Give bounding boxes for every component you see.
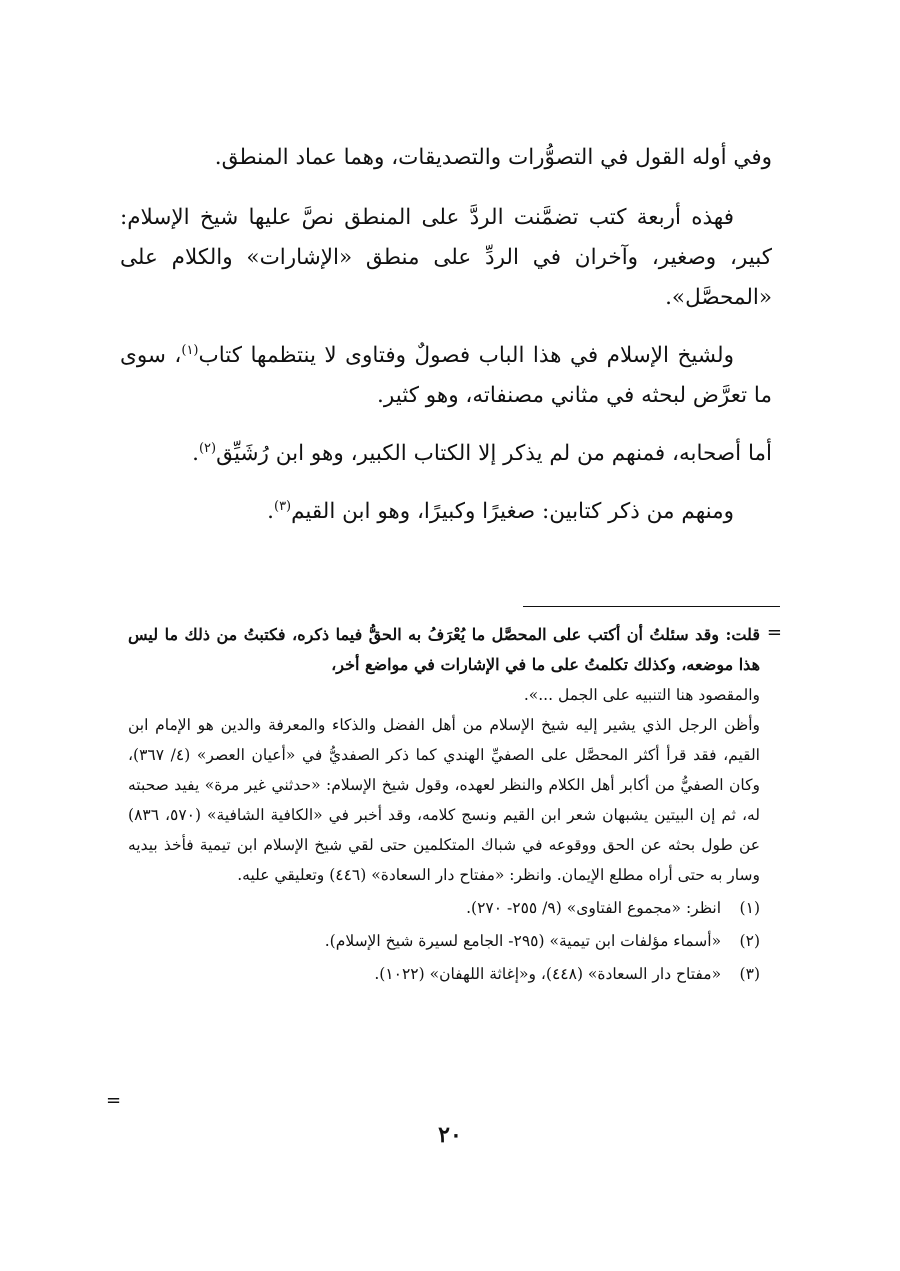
footnote-number-1: (١) (739, 899, 760, 917)
footnote-quote: قلت: وقد سئلتُ أن أكتب على المحصَّل ما يُعْرَفُ به الحقُّ فيما ذكره، فكتبتُ من ذلك ما ليس هذا موضعه، وكذلك تكلمتُ على ما في الإشارات في مواضع أخر، (128, 625, 760, 674)
paragraph-companions (120, 434, 772, 474)
paragraph-companions-text-b: . (192, 441, 199, 466)
paragraph-fatawa-text-a: ولشيخ الإسلام في هذا الباب فصولٌ وفتاوى لا ينتظمها كتاب (198, 343, 734, 368)
footnote-number-2: (٢) (739, 932, 760, 950)
footnote-text-3: «مفتاح دار السعادة» (٤٤٨)، و«إغاثة اللهفان» (١٠٢٢). (374, 965, 722, 983)
footnote-text-1: انظر: «مجموع الفتاوى» (٩/ ٢٥٥- ٢٧٠). (466, 899, 722, 917)
footnote-ref-3[interactable]: (٣) (273, 498, 292, 514)
footnote-item-2 (128, 925, 760, 958)
footnote-text-2: «أسماء مؤلفات ابن تيمية» (٢٩٥- الجامع لسيرة شيخ الإسلام). (324, 932, 722, 950)
main-text-body (120, 138, 772, 550)
footnote-item-3 (128, 958, 760, 991)
paragraph-continuation: وفي أوله القول في التصوُّرات والتصديقات، وهما عماد المنطق. (214, 145, 772, 170)
footnote-item-1 (128, 892, 760, 925)
paragraph-fatawa-text-b: ، سوى ما تعرَّض لبحثه في مثاني مصنفاته، وهو كثير. (120, 343, 772, 408)
footnote-number-3: (٣) (739, 965, 760, 983)
paragraph-ibn-qayyim-text-b: . (267, 499, 274, 524)
footnote-paragraph: وأظن الرجل الذي يشير إليه شيخ الإسلام من أهل الفضل والذكاء والمعرفة والدين هو الإمام ابن القيم، فقد قرأ أكثر المحصَّل على الصفيِّ الهندي كما ذكر الصفديُّ في «أعيان العصر» (٤/ ٣٦٧)، وكان الصفيُّ من أكابر أهل الكلام والنظر لعهده، وقول شيخ الإسلام: «حدثني غير مرة» يفيد صحبته له، ثم إن البيتين يشبهان شعر ابن القيم ونسج كلامه، وقد أخبر في «الكافية الشافية» (٥٧٠، ٨٣٦) عن طول بحثه عن الحق ووقوعه في شباك المتكلمين حتى لقي شيخ الإسلام ابن تيمية فأخذ بيديه وسار به حتى أراه مطلع الإيمان. وانظر: «مفتاح دار السعادة» (٤٤٦) وتعليقي عليه. (128, 716, 760, 884)
footnote-continuation-mark: = (766, 622, 782, 643)
footnote-ref-2[interactable]: (٢) (198, 440, 217, 456)
footnotes-section (128, 620, 760, 991)
footnote-quote-end: والمقصود هنا التنبيه على الجمل ...». (523, 686, 760, 704)
page-number: ٢٠ (438, 1122, 462, 1148)
paragraph-fatawa (120, 336, 772, 416)
paragraph-companions-text-a: أما أصحابه، فمنهم من لم يذكر إلا الكتاب الكبير، وهو ابن رُشَيِّق (216, 441, 772, 466)
paragraph-ibn-qayyim-text-a: ومنهم من ذكر كتابين: صغيرًا وكبيرًا، وهو ابن القيم (291, 499, 734, 524)
footnote-list (128, 892, 760, 991)
paragraph-ibn-qayyim (120, 492, 772, 532)
footnote-ref-1[interactable]: (١) (181, 342, 199, 358)
footnote-separator (523, 606, 780, 607)
paragraph-four-books: فهذه أربعة كتب تضمَّنت الردَّ على المنطق نصَّ عليها شيخ الإسلام: كبير، وصغير، وآخران في الردِّ على منطق «الإشارات» والكلام على «المحصَّل». (120, 205, 772, 310)
footnote-next-page-mark: = (106, 1090, 122, 1111)
